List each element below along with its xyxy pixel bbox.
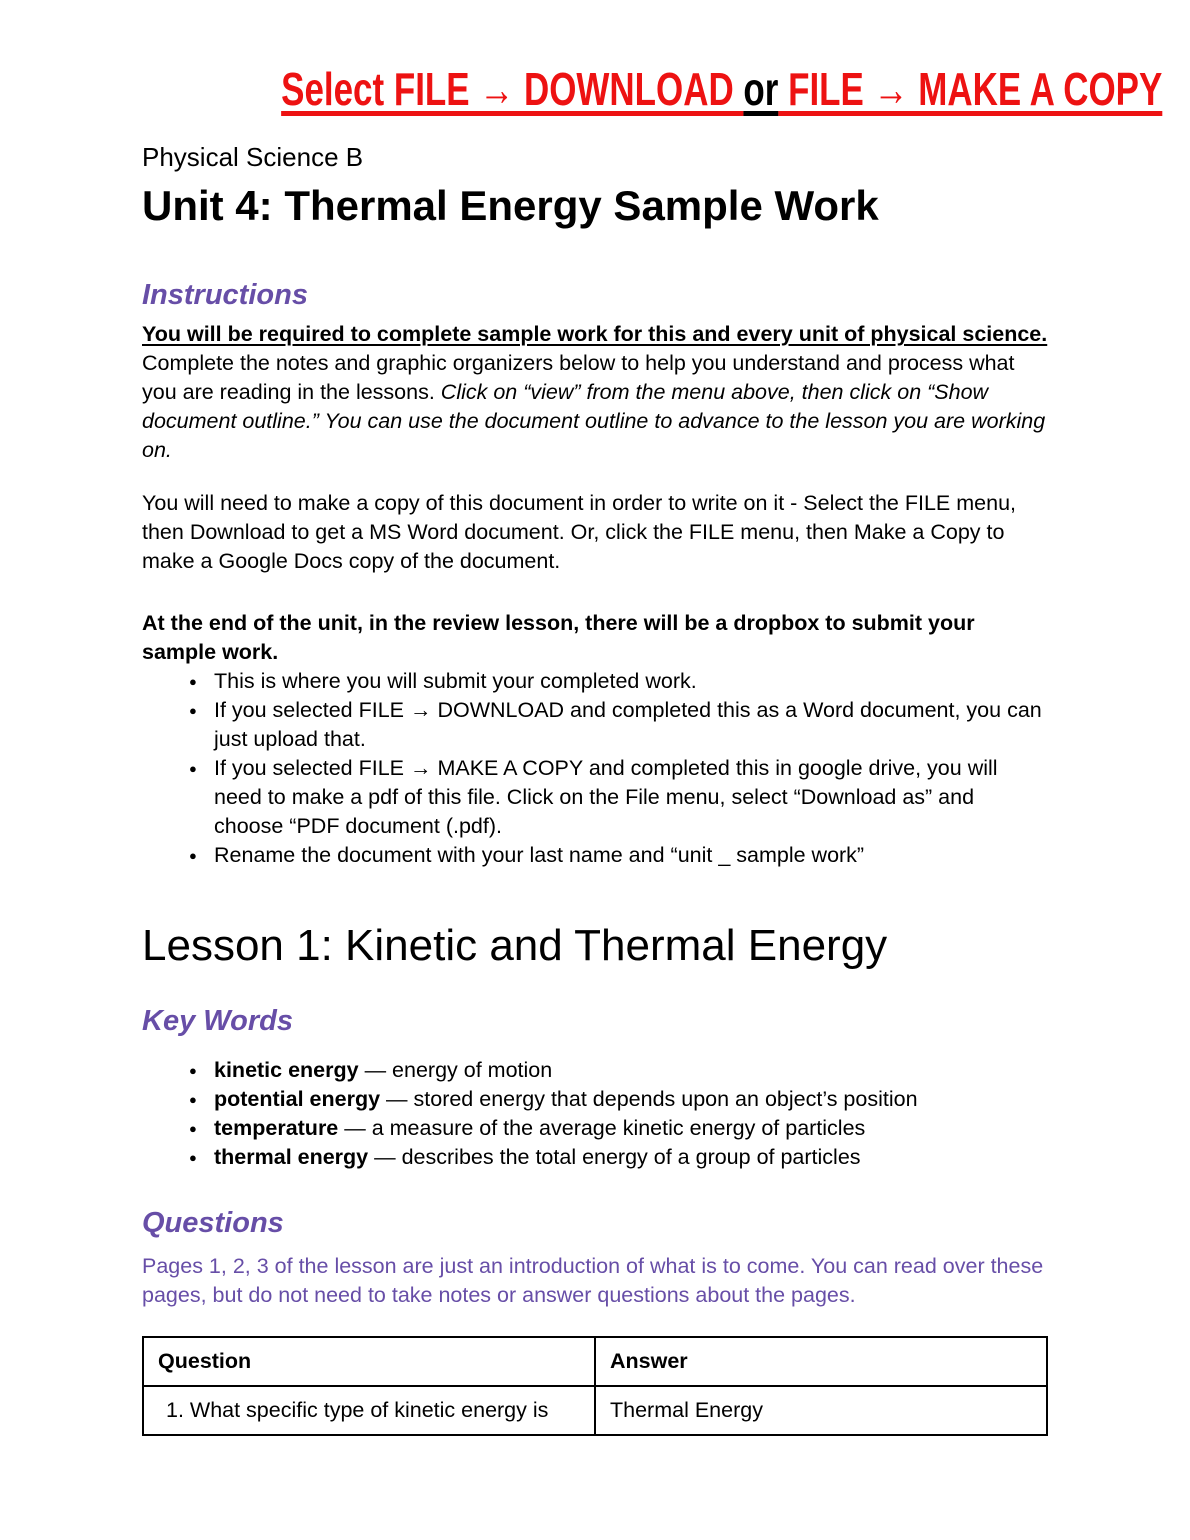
question-cell: 1. What specific type of kinetic energy is <box>143 1386 595 1435</box>
instructions-p1-normal: Complete the notes and graphic organizers below to help you understand and process what you are reading in the lessons. <box>142 351 1015 404</box>
document-title: Unit 4: Thermal Energy Sample Work <box>142 182 879 229</box>
course-name: Physical Science B <box>142 142 364 172</box>
key-words-heading: Key Words <box>142 1005 293 1037</box>
table-row <box>143 1386 1047 1435</box>
keyword-term: temperature <box>214 1116 339 1140</box>
instructions-p1-italic: Click on “view” from the menu above, then click on “Show document outline.” You can use the document outline to advance to the lesson you are working on. <box>142 380 1046 462</box>
list-item: ● Rename the document with your last name and “unit _ sample work” <box>214 841 1048 870</box>
banner-red-segment-1: Select FILE → DOWNLOAD <box>281 63 744 115</box>
question-column-header: Question <box>143 1337 595 1386</box>
list-item <box>214 1056 1048 1085</box>
list-item <box>214 1143 1048 1172</box>
table-header-row <box>143 1337 1047 1386</box>
answer-cell: Thermal Energy <box>595 1386 1047 1435</box>
list-item <box>214 1114 1048 1143</box>
questions-heading: Questions <box>142 1207 284 1239</box>
keyword-definition: — stored energy that depends upon an object’s position <box>380 1087 918 1111</box>
instructions-heading: Instructions <box>142 279 308 311</box>
answer-column-header: Answer <box>595 1337 1047 1386</box>
banner-or-segment: or <box>743 63 779 115</box>
banner-red-segment-2: FILE → MAKE A COPY <box>778 63 1163 115</box>
instructions-paragraph-2: You will need to make a copy of this document in order to write on it - Select the FILE menu, then Download to get a MS Word document. Or, click the FILE menu, then Make a Copy to make a Google Docs copy of the document. <box>142 491 1016 573</box>
keyword-term: kinetic energy <box>214 1058 359 1082</box>
keyword-definition: — a measure of the average kinetic energy of particles <box>338 1116 866 1140</box>
key-words-list <box>142 1056 1048 1172</box>
instructions-paragraph-1 <box>142 320 1048 465</box>
keyword-definition: — describes the total energy of a group of particles <box>368 1145 861 1169</box>
keyword-definition: — energy of motion <box>358 1058 553 1082</box>
banner-text <box>281 64 1162 114</box>
lesson-1-heading: Lesson 1: Kinetic and Thermal Energy <box>142 921 888 970</box>
list-item: ● If you selected FILE → DOWNLOAD and completed this as a Word document, you can just upload that. <box>214 696 1048 754</box>
list-item: ● This is where you will submit your completed work. <box>214 667 1048 696</box>
keyword-term: potential energy <box>214 1087 381 1111</box>
instructions-paragraph-3-bold: At the end of the unit, in the review lesson, there will be a dropbox to submit your sample work. <box>142 611 975 664</box>
keyword-term: thermal energy <box>214 1145 369 1169</box>
question-answer-table <box>142 1336 1048 1436</box>
list-item: ● If you selected FILE → MAKE A COPY and completed this in google drive, you will need to make a pdf of this file. Click on the File menu, select “Download as” and choose “PDF document (.pdf). <box>214 754 1048 841</box>
instructions-p1-bold-underline: You will be required to complete sample work for this and every unit of physical science. <box>142 322 1048 346</box>
questions-note: Pages 1, 2, 3 of the lesson are just an introduction of what is to come. You can read over these pages, but do not need to take notes or answer questions about the pages. <box>142 1254 1044 1307</box>
list-item <box>214 1085 1048 1114</box>
file-download-banner <box>142 63 1163 116</box>
instructions-bullet-list <box>142 667 1048 870</box>
